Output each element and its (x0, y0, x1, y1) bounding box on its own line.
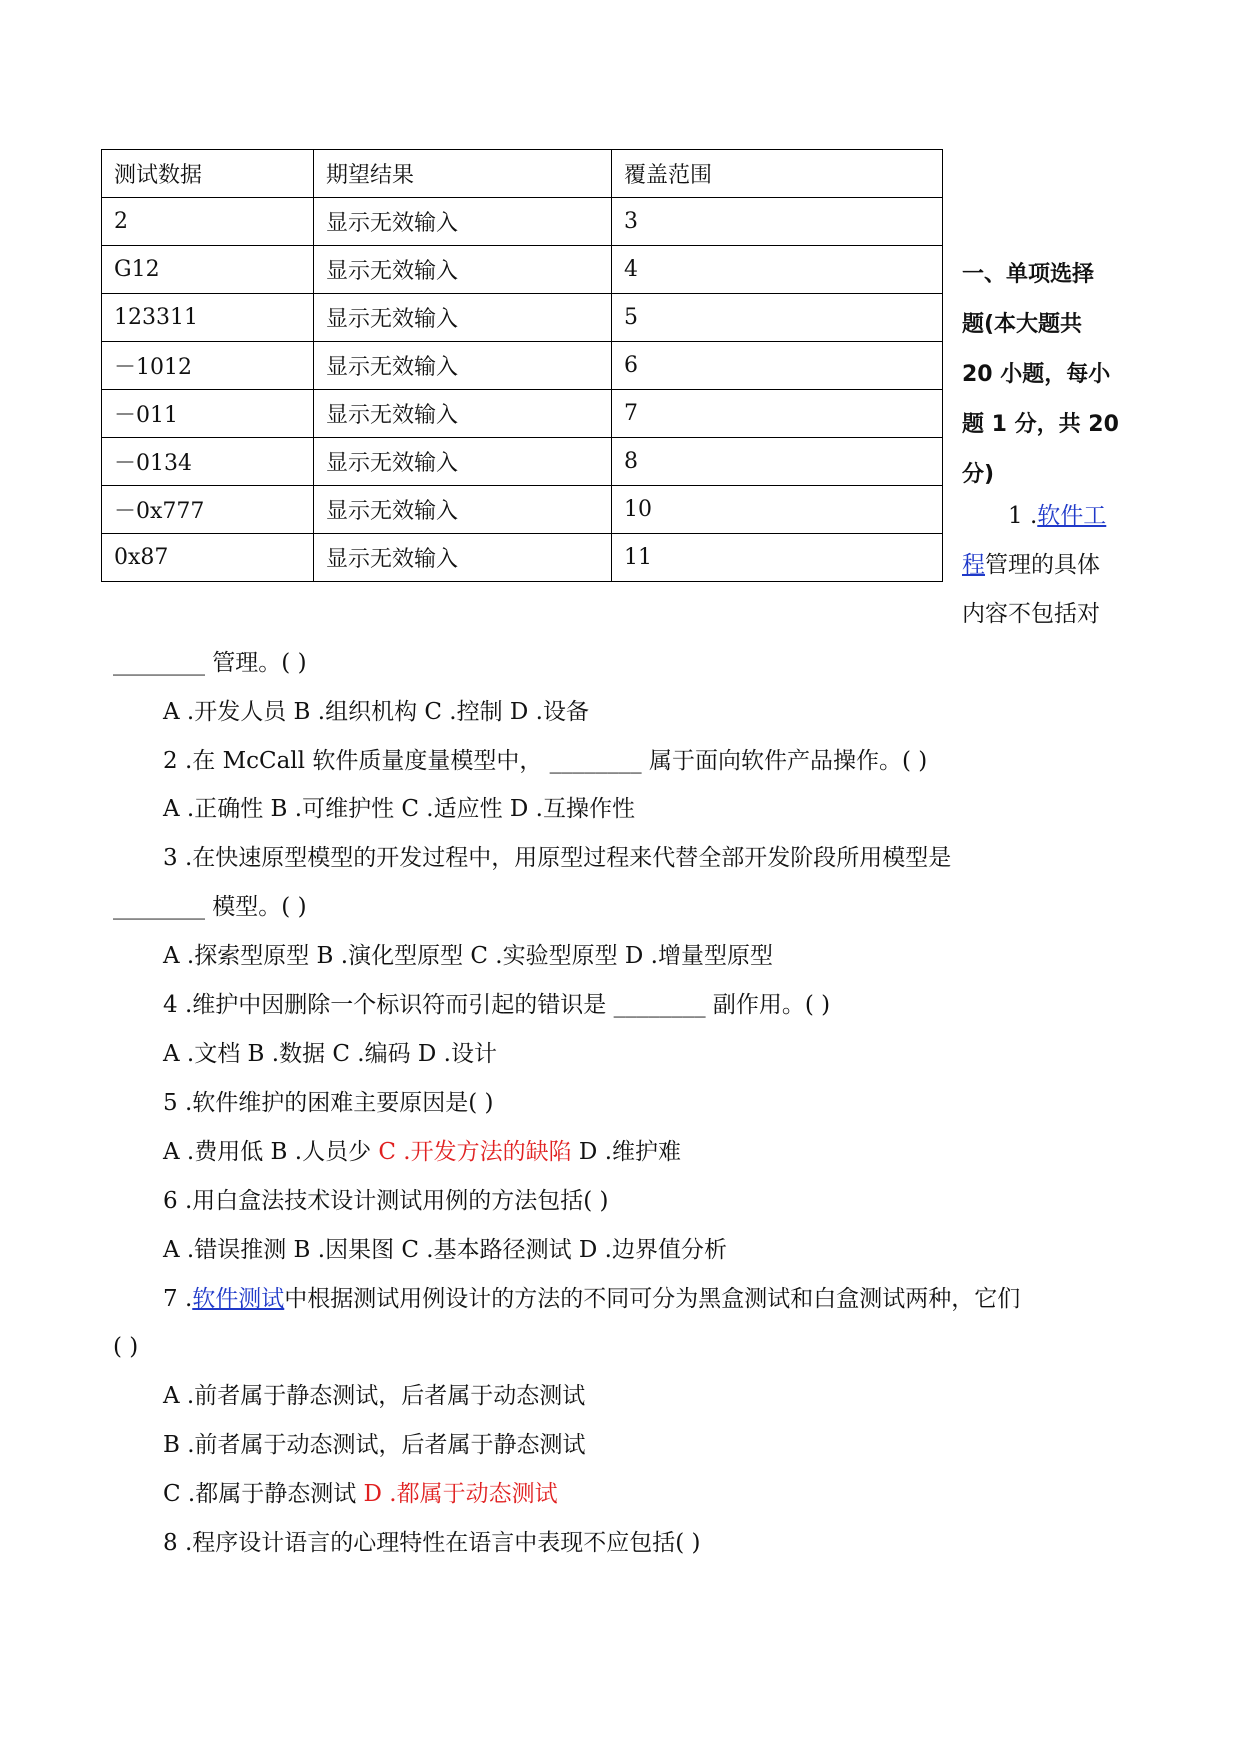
table-cell: 3 (612, 198, 943, 246)
software-engineering-link[interactable]: 软件工 (1037, 503, 1107, 529)
table-cell: 0x87 (102, 534, 314, 582)
question-7-option-c: C .都属于静态测试 (163, 1481, 364, 1507)
question-4-stem: 4 .维护中因删除一个标识符而引起的错识是 ________ 副作用。( ) (163, 992, 831, 1018)
table-cell: 6 (612, 342, 943, 390)
question-3-stem: 3 .在快速原型模型的开发过程中，用原型过程来代替全部开发阶段所用模型是 (163, 845, 952, 871)
table-cell: 2 (102, 198, 314, 246)
table-cell: 11 (612, 534, 943, 582)
question-6-options: A .错误推测 B .因果图 C .基本路径测试 D .边界值分析 (163, 1237, 727, 1263)
table-cell: －1012 (102, 342, 314, 390)
table-cell: 显示无效输入 (314, 294, 612, 342)
section-heading-line: 分) (962, 462, 995, 487)
section-heading-line: 一、单项选择 (962, 262, 1095, 287)
software-testing-link[interactable]: 软件测试 (192, 1286, 285, 1312)
table-header-cell: 覆盖范围 (612, 150, 943, 198)
question-1-options: A .开发人员 B .组织机构 C .控制 D .设备 (163, 699, 589, 725)
question-5-stem: 5 .软件维护的困难主要原因是( ) (163, 1090, 494, 1116)
question-2-stem: 2 .在 McCall 软件质量度量模型中， ________ 属于面向软件产品操作。( ) (163, 748, 928, 774)
table-cell: －0x777 (102, 486, 314, 534)
question-3-options: A .探索型原型 B .演化型原型 C .实验型原型 D .增量型原型 (163, 943, 773, 969)
question-7-option-b: B .前者属于动态测试，后者属于静态测试 (163, 1432, 586, 1458)
table-cell: 显示无效输入 (314, 438, 612, 486)
section-heading-line: 题(本大题共 (962, 312, 1083, 337)
table-cell: 显示无效输入 (314, 246, 612, 294)
table-header-cell: 测试数据 (102, 150, 314, 198)
question-5-options (163, 1137, 681, 1167)
table-cell: 显示无效输入 (314, 342, 612, 390)
question-1-line-3: 内容不包括对 (962, 601, 1100, 627)
question-number: 7 . (163, 1286, 193, 1312)
table-cell: －011 (102, 390, 314, 438)
table-header-cell: 期望结果 (314, 150, 612, 198)
question-1-stem-cont: ________ 管理。( ) (113, 650, 307, 676)
table-cell: 显示无效输入 (314, 390, 612, 438)
question-7-stem-text: 中根据测试用例设计的方法的不同可分为黑盒测试和白盒测试两种，它们 (284, 1286, 1021, 1312)
question-7-options-cd (163, 1479, 558, 1509)
question-5-options-d: D .维护难 (571, 1139, 681, 1165)
table-cell: 显示无效输入 (314, 198, 612, 246)
question-7-option-a: A .前者属于静态测试，后者属于动态测试 (163, 1383, 586, 1409)
question-3-stem-cont: ________ 模型。( ) (113, 894, 307, 920)
question-6-stem: 6 .用白盒法技术设计测试用例的方法包括( ) (163, 1188, 609, 1214)
question-5-answer: C .开发方法的缺陷 (378, 1139, 572, 1165)
table-cell: 4 (612, 246, 943, 294)
section-heading-line: 20 小题，每小 (962, 362, 1111, 387)
table-cell: 5 (612, 294, 943, 342)
software-engineering-link-cont[interactable]: 程 (962, 552, 985, 578)
question-7-answer: D .都属于动态测试 (363, 1481, 558, 1507)
table-cell: G12 (102, 246, 314, 294)
section-heading-line: 题 1 分，共 20 (962, 412, 1119, 437)
question-number: 1 . (1008, 503, 1038, 529)
table-cell: 7 (612, 390, 943, 438)
question-8-stem: 8 .程序设计语言的心理特性在语言中表现不应包括( ) (163, 1530, 701, 1556)
table-cell: 显示无效输入 (314, 534, 612, 582)
table-cell: 10 (612, 486, 943, 534)
question-5-options-a: A .费用低 B .人员少 (163, 1139, 379, 1165)
table-cell: －0134 (102, 438, 314, 486)
question-4-options: A .文档 B .数据 C .编码 D .设计 (163, 1041, 497, 1067)
table-cell: 123311 (102, 294, 314, 342)
table-cell: 显示无效输入 (314, 486, 612, 534)
question-1-text: 管理的具体 (985, 552, 1100, 578)
question-2-options: A .正确性 B .可维护性 C .适应性 D .互操作性 (163, 796, 635, 822)
question-7-stem-cont: ( ) (113, 1334, 139, 1360)
question-7-stem (163, 1284, 1020, 1314)
table-cell: 8 (612, 438, 943, 486)
